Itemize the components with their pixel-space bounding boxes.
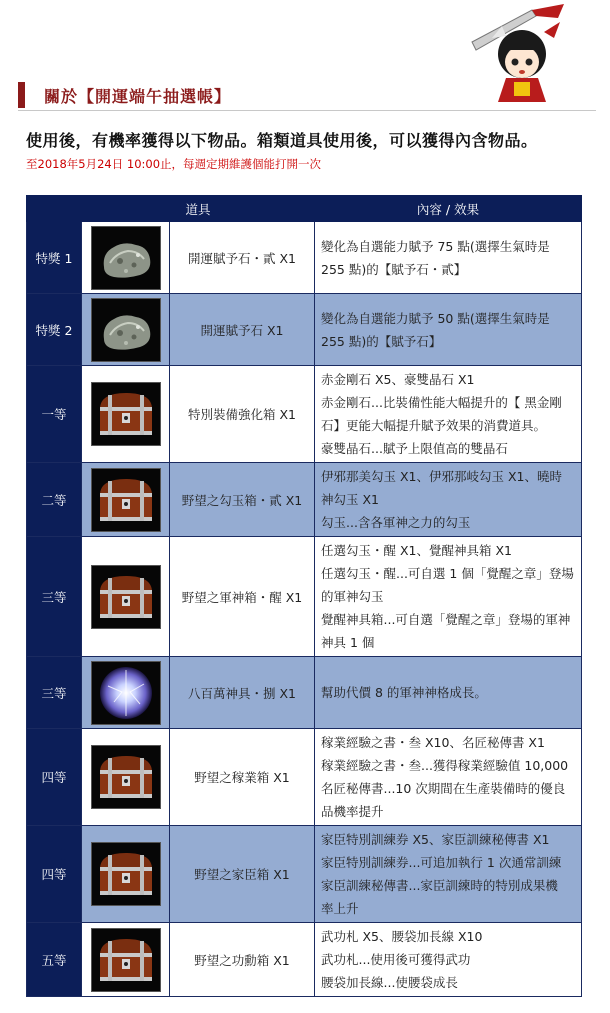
prize-grade: 四等	[27, 826, 82, 923]
section-header	[18, 80, 596, 111]
table-row	[27, 657, 582, 729]
item-effect	[315, 657, 582, 729]
chest-icon	[91, 745, 161, 809]
effect-line: 武功札...使用後可獲得武功	[321, 952, 471, 967]
item-image-cell	[82, 826, 170, 923]
effect-line: 家臣特別訓練券...可追加執行 1 次通常訓練	[321, 855, 562, 870]
header-item: 道具	[82, 196, 315, 222]
table-row	[27, 537, 582, 657]
effect-line: 腰袋加長線...使腰袋成長	[321, 975, 458, 990]
item-image-cell	[82, 294, 170, 366]
header-accent-bar	[18, 82, 25, 108]
item-image-cell	[82, 222, 170, 294]
chest-icon	[91, 928, 161, 992]
intro-text: 使用後，有機率獲得以下物品。箱類道具使用後，可以獲得內含物品。	[26, 131, 538, 150]
item-effect	[315, 463, 582, 537]
header-effect: 內容 / 效果	[315, 196, 582, 222]
item-image-cell	[82, 537, 170, 657]
effect-line: 家臣訓練秘傳書...家臣訓練時的特別成果機	[321, 878, 558, 893]
item-effect	[315, 923, 582, 997]
item-image-cell	[82, 366, 170, 463]
header-blank	[27, 196, 82, 222]
item-name: 野望之功勳箱 X1	[170, 923, 315, 997]
item-name: 開運賦予石・貳 X1	[170, 222, 315, 294]
chest-icon	[91, 842, 161, 906]
prize-grade: 三等	[27, 537, 82, 657]
item-effect	[315, 729, 582, 826]
effect-line: 家臣特別訓練券 X5、家臣訓練秘傳書 X1	[321, 832, 550, 847]
effect-line: 覺醒神具箱...可自選「覺醒之章」登場的軍神	[321, 612, 571, 627]
effect-line: 石】更能大幅提升賦予效果的消費道具。	[321, 418, 547, 433]
item-effect	[315, 826, 582, 923]
item-name: 野望之軍神箱・醒 X1	[170, 537, 315, 657]
prize-table	[26, 195, 582, 997]
item-effect	[315, 222, 582, 294]
effect-line: 武功札 X5、腰袋加長線 X10	[321, 929, 483, 944]
effect-line: 任選勾玉・醒 X1、覺醒神具箱 X1	[321, 543, 512, 558]
table-row	[27, 729, 582, 826]
orb-icon	[91, 661, 161, 725]
period-note: 至2018年5月24日 10:00止，每週定期維護個能打開一次	[26, 157, 322, 171]
item-effect	[315, 537, 582, 657]
prize-grade: 一等	[27, 366, 82, 463]
prize-grade: 三等	[27, 657, 82, 729]
table-row	[27, 463, 582, 537]
effect-line: 率上升	[321, 901, 359, 916]
table-row	[27, 923, 582, 997]
item-name: 開運賦予石 X1	[170, 294, 315, 366]
table-row	[27, 826, 582, 923]
item-effect	[315, 294, 582, 366]
effect-line: 豪雙晶石...賦予上限值高的雙晶石	[321, 441, 508, 456]
prize-grade: 五等	[27, 923, 82, 997]
chest-icon	[91, 565, 161, 629]
item-image-cell	[82, 463, 170, 537]
effect-line: 名匠秘傳書...10 次期間在生產裝備時的優良	[321, 781, 566, 796]
effect-line: 255 點)的【賦予石・貳】	[321, 261, 467, 277]
effect-line: 伊邪那美勾玉 X1、伊邪那岐勾玉 X1、曉時	[321, 469, 562, 484]
item-name: 八百萬神具・捌 X1	[170, 657, 315, 729]
effect-line: 品機率提升	[321, 804, 384, 819]
item-image-cell	[82, 923, 170, 997]
chest-icon	[91, 382, 161, 446]
item-image-cell	[82, 729, 170, 826]
item-image-cell	[82, 657, 170, 729]
stone-icon	[91, 226, 161, 290]
effect-line: 變化為自選能力賦予 50 點(選擇生氣時是	[321, 310, 550, 326]
item-name: 野望之勾玉箱・貳 X1	[170, 463, 315, 537]
stone-icon	[91, 298, 161, 362]
prize-grade: 特獎 1	[27, 222, 82, 294]
effect-line: 勾玉...含各軍神之力的勾玉	[321, 515, 471, 530]
table-row	[27, 294, 582, 366]
effect-line: 的軍神勾玉	[321, 589, 384, 604]
effect-line: 神勾玉 X1	[321, 492, 379, 507]
prize-grade: 二等	[27, 463, 82, 537]
table-header-row	[27, 196, 582, 222]
prize-grade: 特獎 2	[27, 294, 82, 366]
prize-grade: 四等	[27, 729, 82, 826]
effect-line: 赤金剛石 X5、豪雙晶石 X1	[321, 372, 475, 387]
effect-line: 任選勾玉・醒...可自選 1 個「覺醒之章」登場	[321, 566, 574, 581]
effect-line: 稼業經驗之書・叁...獲得稼業經驗值 10,000	[321, 758, 569, 773]
effect-line: 神具 1 個	[321, 635, 375, 650]
item-name: 特別裝備強化箱 X1	[170, 366, 315, 463]
item-effect	[315, 366, 582, 463]
item-name: 野望之家臣箱 X1	[170, 826, 315, 923]
effect-line: 赤金剛石...比裝備性能大幅提升的【 黑金剛	[321, 395, 562, 410]
chest-icon	[91, 468, 161, 532]
effect-line: 255 點)的【賦予石】	[321, 333, 442, 349]
table-row	[27, 222, 582, 294]
item-name: 野望之稼業箱 X1	[170, 729, 315, 826]
section-title: 關於【開運端午抽選帳】	[44, 87, 232, 106]
effect-line: 變化為自選能力賦予 75 點(選擇生氣時是	[321, 238, 550, 254]
effect-line: 稼業經驗之書・叁 X10、名匠秘傳書 X1	[321, 735, 545, 750]
table-row	[27, 366, 582, 463]
effect-line: 幫助代價 8 的軍神神格成長。	[321, 685, 487, 700]
